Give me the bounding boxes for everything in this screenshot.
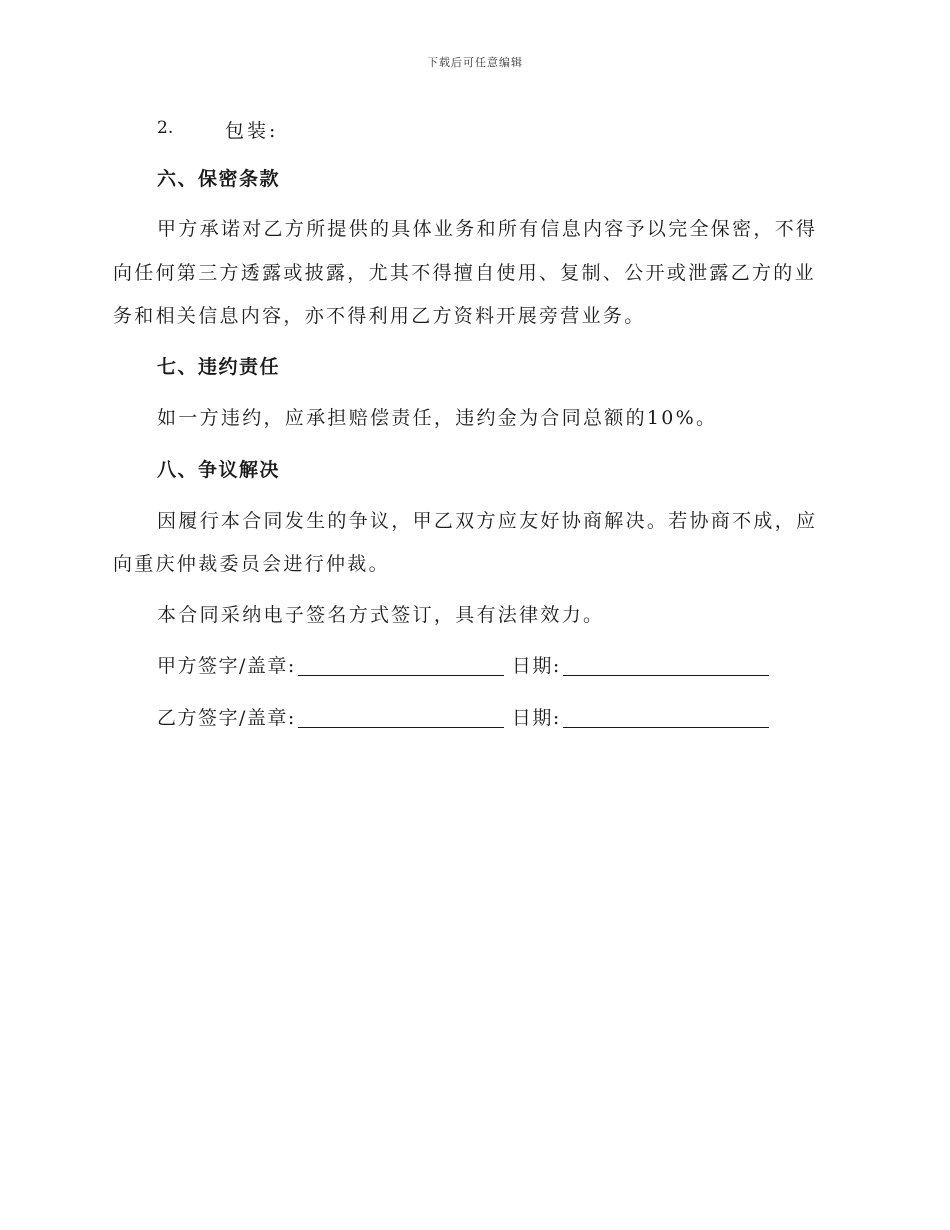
party-a-date-label: 日期: <box>511 655 561 677</box>
paragraph-line: 务和相关信息内容，亦不得利用乙方资料开展旁营业务。 <box>113 305 646 327</box>
party-b-signature-field[interactable] <box>298 711 504 728</box>
party-b-date-field[interactable] <box>563 711 769 728</box>
page-header: 下载后可任意编辑 <box>427 56 523 69</box>
signature-row-party-b <box>157 709 777 728</box>
signature-row-party-a <box>157 657 777 676</box>
closing-statement: 本合同采纳电子签名方式签订，具有法律效力。 <box>157 604 605 626</box>
party-a-signature-label: 甲方签字/盖章: <box>157 655 296 677</box>
paragraph-line: 向重庆仲裁委员会进行仲裁。 <box>113 553 390 575</box>
item-number: 2. <box>157 118 174 138</box>
party-b-date-label: 日期: <box>511 707 561 729</box>
party-a-signature-field[interactable] <box>298 659 504 676</box>
paragraph-line: 因履行本合同发生的争议，甲乙双方应友好协商解决。若协商不成，应 <box>157 510 818 532</box>
paragraph-line: 如一方违约，应承担赔偿责任，违约金为合同总额的10%。 <box>157 407 718 429</box>
section-heading-dispute: 八、争议解决 <box>157 459 281 481</box>
item-label: 包装: <box>225 120 279 142</box>
section-heading-breach: 七、违约责任 <box>157 356 281 378</box>
paragraph-line: 甲方承诺对乙方所提供的具体业务和所有信息内容予以完全保密，不得 <box>157 218 818 240</box>
party-a-date-field[interactable] <box>563 659 769 676</box>
section-heading-confidentiality: 六、保密条款 <box>157 168 281 190</box>
party-b-signature-label: 乙方签字/盖章: <box>157 707 296 729</box>
paragraph-line: 向任何第三方透露或披露，尤其不得擅自使用、复制、公开或泄露乙方的业 <box>113 262 816 284</box>
